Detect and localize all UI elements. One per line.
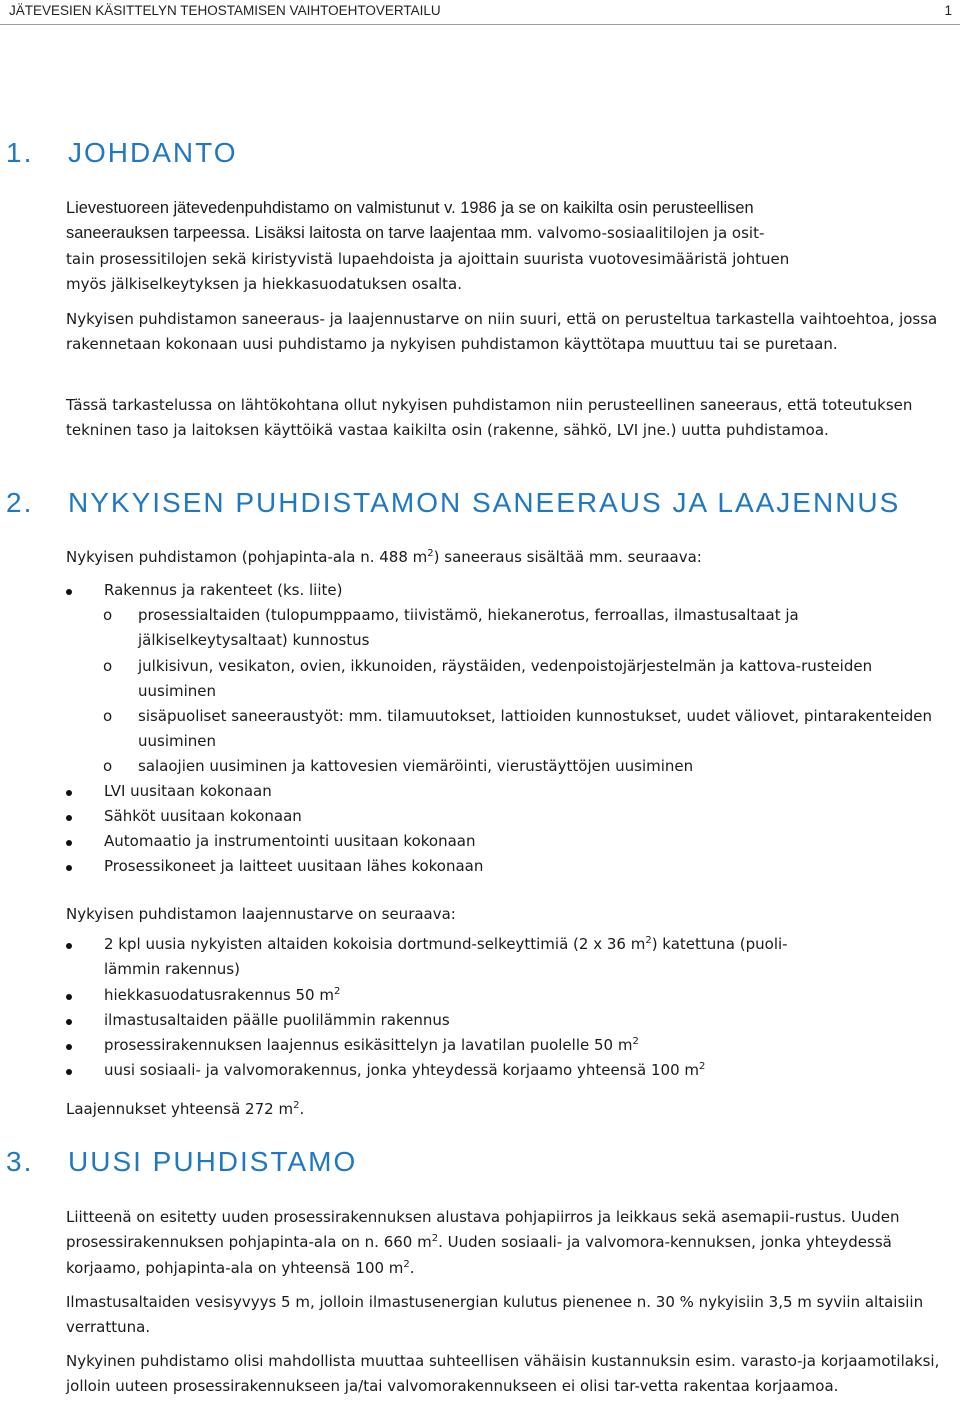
circle-bullet-icon: o	[103, 707, 113, 725]
bullet-icon	[66, 1033, 96, 1058]
bullet-icon	[66, 932, 96, 957]
section-3-paragraph-3: Nykyinen puhdistamo olisi mahdollista muuttaa suhteellisen vähäisin kustannuksin esim. varasto-ja korjaamotilaksi, jolloin uuteen prosessirakennukseen ja/tai valvomorakennukseen ei olisi tar-vetta rakentaa korjaamoa.	[66, 1352, 940, 1396]
intro-text-a: Nykyisen puhdistamon (pohjapinta-ala n. 488 m	[66, 548, 428, 566]
laajennus-intro: Nykyisen puhdistamon laajennustarve on seuraava:	[66, 905, 456, 923]
document-title: JÄTEVESIEN KÄSITTELYN TEHOSTAMISEN VAIHTOEHTOVERTAILU	[9, 3, 441, 18]
list-item-text: prosessirakennuksen laajennus esikäsittelyn ja lavatilan puolelle 50 $m^2$	[104, 1036, 639, 1054]
list-item-text: 2 kpl uusia nykyisten altaiden kokoisia dortmund-selkeyttimiä (2 x 36 $m^2$) katettuna (puoli- lämmin rakennus)	[104, 935, 788, 979]
bullet-icon	[66, 578, 96, 603]
section-2-title: NYKYISEN PUHDISTAMON SANEERAUS JA LAAJENNUS	[68, 487, 901, 518]
section-3-heading	[6, 1146, 357, 1178]
list-item-text: hiekkasuodatusrakennus 50 $m^2$	[104, 986, 341, 1004]
section-3-number: 3.	[6, 1146, 34, 1177]
circle-bullet-icon: o	[103, 757, 113, 775]
bullet-icon	[66, 804, 96, 829]
section-1-paragraph-2: Nykyisen puhdistamon saneeraus- ja laajennustarve on niin suuri, että on perusteltua tarkastella vaihtoehtoa, jossa rakennetaan kokonaan uusi puhdistamo ja nykyisen puhdistamon käyttötapa muuttuu tai se puretaan.	[66, 310, 938, 354]
p1-line-2a: saneerauksen tarpeessa. Lisäksi laitosta on tarve laajentaa mm.	[66, 224, 533, 243]
circle-bullet-icon: o	[103, 657, 113, 675]
list-item-text: Rakennus ja rakenteet (ks. liite)	[104, 581, 343, 599]
p1-line-4: myös jälkiselkeytyksen ja hiekkasuodatuksen osalta.	[66, 274, 462, 293]
section-1-title: JOHDANTO	[68, 137, 238, 168]
intro-text-b: ) saneeraus sisältää mm. seuraava:	[433, 548, 702, 566]
bullet-icon	[66, 854, 96, 879]
laajennus-total: Laajennukset yhteensä 272 $m^2$.	[66, 1100, 305, 1118]
list-item-text: uusi sosiaali- ja valvomorakennus, jonka yhteydessä korjaamo yhteensä 100 $m^2$	[104, 1061, 706, 1079]
section-1-number: 1.	[6, 137, 34, 168]
section-2-heading	[6, 487, 900, 519]
list-item-text: Prosessikoneet ja laitteet uusitaan lähes kokonaan	[104, 857, 484, 875]
bullet-icon	[66, 983, 96, 1008]
section-1-heading	[6, 137, 238, 169]
intro-superscript: 2	[427, 548, 434, 559]
sub-item-text: prosessialtaiden (tulopumppaamo, tiivistämö, hiekanerotus, ferroallas, ilmastusaltaat ja jälkiselkeytysaltaat) kunnostus	[138, 606, 799, 650]
bullet-icon	[66, 1058, 96, 1083]
bullet-icon	[66, 829, 96, 854]
list-item-text: Automaatio ja instrumentointi uusitaan kokonaan	[104, 832, 476, 850]
p1-line-1: Lievestuoreen jätevedenpuhdistamo on valmistunut v. 1986 ja se on kaikilta osin perusteellisen	[66, 199, 754, 217]
section-1-paragraph-1	[66, 196, 946, 297]
p1-line-3: tain prosessitilojen sekä kiristyvistä lupaehdoista ja ajoittain suurista vuotovesimääristä johtuen	[66, 249, 790, 268]
p1-line-2	[66, 221, 946, 246]
sub-item-text: julkisivun, vesikaton, ovien, ikkunoiden, räystäiden, vedenpoistojärjestelmän ja kattova-rusteiden uusiminen	[138, 657, 873, 701]
list-item-text: ilmastusaltaiden päälle puolilämmin rakennus	[104, 1011, 450, 1029]
page-header	[9, 3, 952, 23]
sub-item-text: salaojien uusiminen ja kattovesien viemäröinti, vierustäyttöjen uusiminen	[138, 757, 694, 775]
sub-item-text: sisäpuoliset saneeraustyöt: mm. tilamuutokset, lattioiden kunnostukset, uudet väliovet, pintarakenteiden uusiminen	[138, 707, 933, 751]
page-number: 1	[944, 3, 952, 18]
list-item-text: Sähköt uusitaan kokonaan	[104, 807, 302, 825]
section-1-paragraph-3: Tässä tarkastelussa on lähtökohtana ollut nykyisen puhdistamon niin perusteellinen saneeraus, että toteutuksen tekninen taso ja laitoksen käyttöikä vastaa kaikilta osin (rakenne, sähkö, LVI jne.) uutta puhdistamoa.	[66, 396, 913, 440]
header-divider	[0, 24, 960, 25]
list-item-text: LVI uusitaan kokonaan	[104, 782, 272, 800]
bullet-icon	[66, 1008, 96, 1033]
section-2-number: 2.	[6, 487, 34, 518]
circle-bullet-icon: o	[103, 606, 113, 624]
section-3-title: UUSI PUHDISTAMO	[68, 1146, 358, 1177]
section-2-intro	[66, 545, 946, 570]
section-3-paragraph-1: Liitteenä on esitetty uuden prosessirakennuksen alustava pohjapiirros ja leikkaus sekä asemapii-rustus. Uuden prosessirakennuksen pohjapinta-ala on n. 660 $m^2$. Uuden sosiaali- ja valvomora-kennuksen, jonka yhteydessä korjaamo, pohjapinta-ala on yhteensä 100 $m^2$.	[66, 1208, 900, 1277]
section-3-paragraph-2: Ilmastusaltaiden vesisyvyys 5 m, jolloin ilmastusenergian kulutus pienenee n. 30 % nykyisiin 3,5 m syviin altaisiin verrattuna.	[66, 1293, 924, 1337]
p1-line-2b: valvomo-sosiaalitilojen ja osit-	[532, 224, 765, 243]
bullet-icon	[66, 779, 96, 804]
